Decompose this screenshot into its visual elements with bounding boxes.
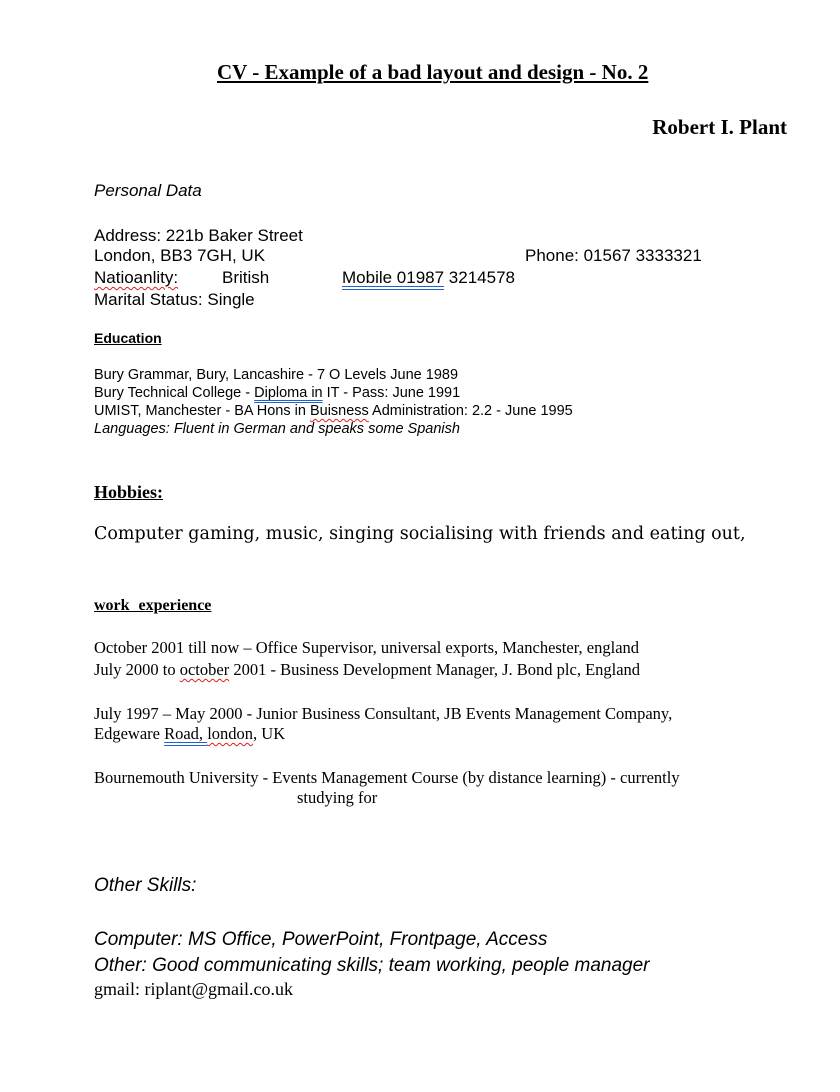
other-skills: Other: Good communicating skills; team working, people manager bbox=[94, 955, 650, 976]
candidate-name: Robert I. Plant bbox=[652, 115, 787, 139]
education-line-3a: UMIST, Manchester - BA Hons in bbox=[94, 403, 310, 419]
work-line-2a: July 2000 to bbox=[94, 660, 180, 679]
education-line-2a: Bury Technical College - bbox=[94, 385, 255, 401]
mobile-number bbox=[342, 268, 515, 288]
mobile-number-part1: Mobile 01987 bbox=[342, 268, 445, 287]
gmail-address: gmail: riplant@gmail.co.uk bbox=[94, 979, 294, 999]
education-line-3c: Administration: 2.2 - June 1995 bbox=[368, 403, 573, 419]
work-line-4b: Road, bbox=[164, 724, 208, 743]
other-skills-heading: Other Skills: bbox=[94, 875, 197, 896]
nationality-label bbox=[94, 268, 178, 288]
address-line-2: London, BB3 7GH, UK bbox=[94, 246, 266, 265]
education-line-1: Bury Grammar, Bury, Lancashire - 7 O Levels June 1989 bbox=[94, 367, 459, 383]
education-line-3b: Buisness bbox=[309, 403, 369, 419]
work-line-3: July 1997 – May 2000 - Junior Business Consultant, JB Events Management Company, bbox=[94, 704, 673, 723]
work-experience-heading: work experience bbox=[94, 597, 212, 614]
work-line-4 bbox=[94, 724, 285, 744]
page-title: CV - Example of a bad layout and design - No. 2 bbox=[217, 60, 649, 84]
computer-skills: Computer: MS Office, PowerPoint, Frontpage, Access bbox=[94, 929, 548, 950]
education-line-2b: Diploma in bbox=[254, 385, 323, 401]
marital-status: Marital Status: Single bbox=[94, 290, 255, 309]
nationality-label-text: Natioanlity: bbox=[94, 268, 179, 287]
work-line-4d: , UK bbox=[253, 724, 286, 743]
work-line-5: Bournemouth University - Events Management Course (by distance learning) - currently bbox=[94, 768, 680, 787]
address-line-1: Address: 221b Baker Street bbox=[94, 226, 303, 245]
languages-line: Languages: Fluent in German and speaks some Spanish bbox=[94, 421, 460, 437]
work-line-4a: Edgeware bbox=[94, 724, 165, 743]
education-heading: Education bbox=[94, 330, 162, 346]
education-line-2 bbox=[94, 384, 460, 402]
education-line-2c: IT - Pass: June 1991 bbox=[322, 385, 461, 401]
education-line-3 bbox=[94, 402, 573, 420]
nationality-value: British bbox=[222, 268, 270, 287]
work-line-2 bbox=[94, 660, 640, 680]
mobile-number-part2: 3214578 bbox=[444, 268, 515, 287]
work-line-2b: october bbox=[179, 660, 230, 679]
work-line-6: studying for bbox=[297, 788, 378, 807]
work-line-2c: 2001 - Business Development Manager, J. Bond plc, England bbox=[229, 660, 641, 679]
personal-data-heading: Personal Data bbox=[94, 181, 202, 200]
hobbies-text: Computer gaming, music, singing socialising with friends and eating out, bbox=[94, 524, 746, 544]
work-line-4c: london bbox=[207, 724, 254, 743]
phone-number: Phone: 01567 3333321 bbox=[525, 246, 702, 265]
work-line-1: October 2001 till now – Office Supervisor, universal exports, Manchester, england bbox=[94, 638, 640, 657]
hobbies-heading: Hobbies: bbox=[94, 482, 164, 502]
